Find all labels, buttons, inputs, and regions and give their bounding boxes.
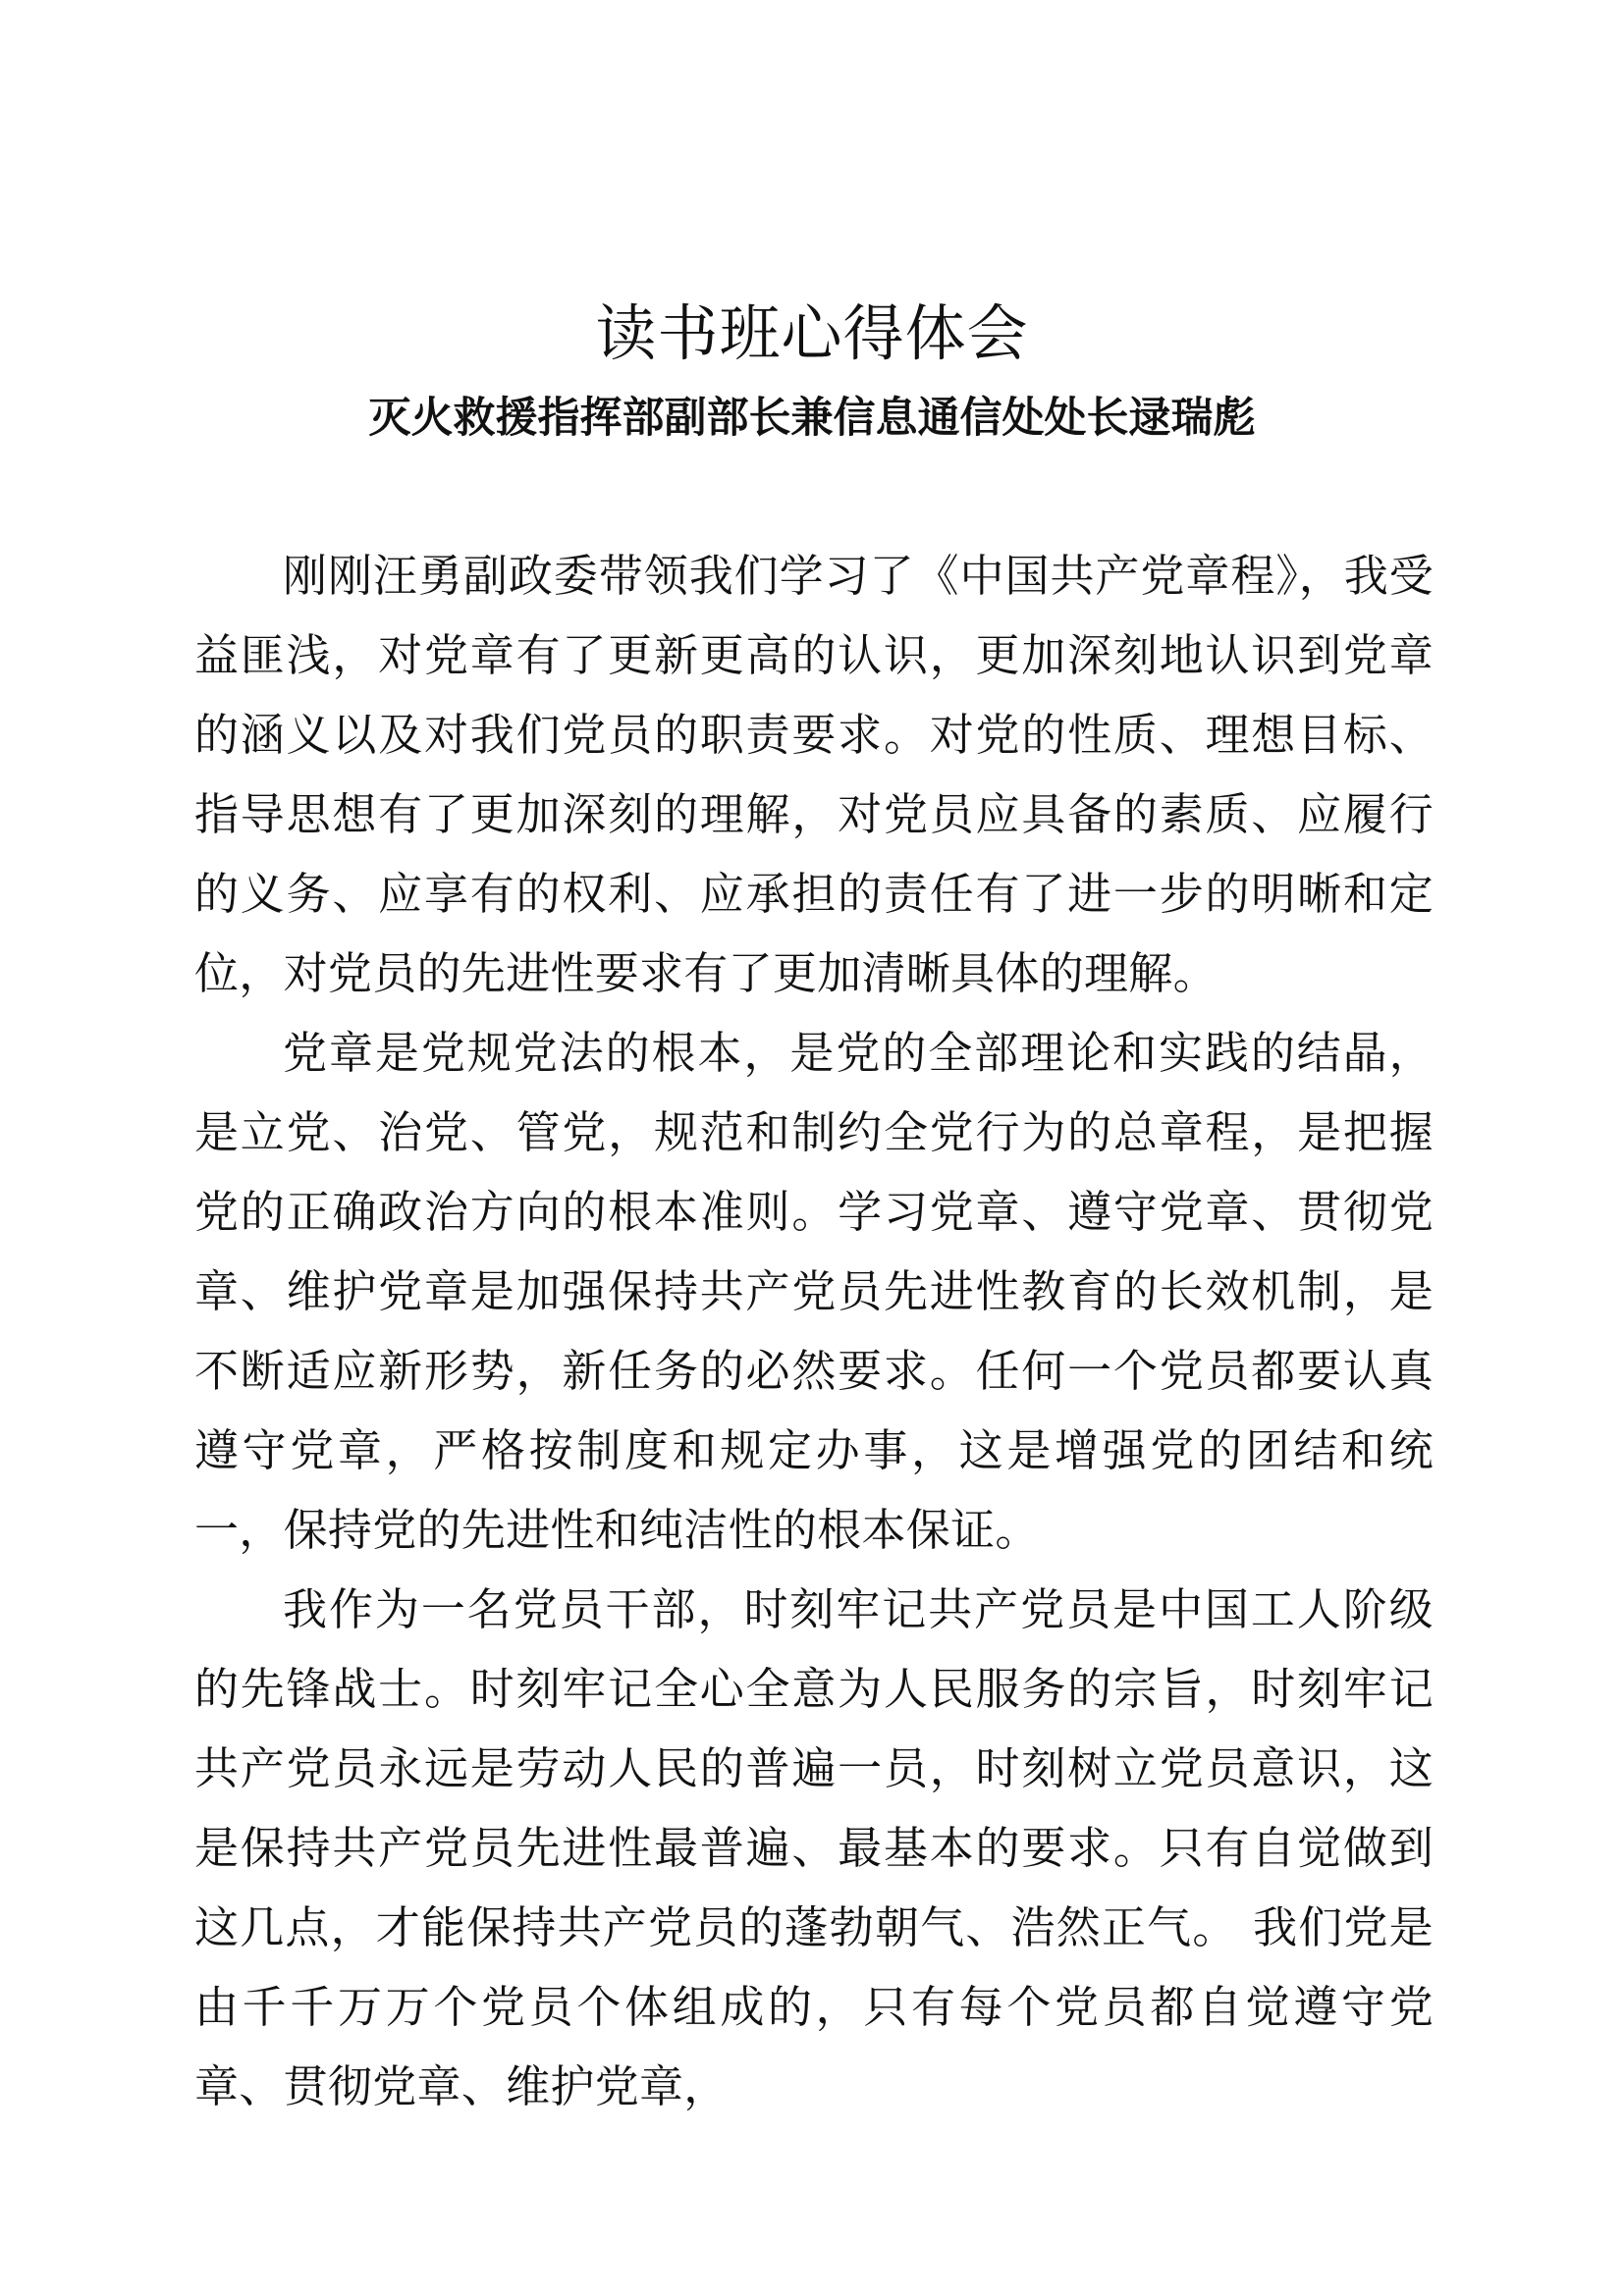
body-paragraph: 党章是党规党法的根本，是党的全部理论和实践的结晶，是立党、治党、管党，规范和制约全党行为的总章程，是把握党的正确政治方向的根本准则。学习党章、遵守党章、贯彻党章、维护党章是加强保持共产党员先进性教育的长效机制，是不断适应新形势，新任务的必然要求。任何一个党员都要认真遵守党章，严格按制度和规定办事，这是增强党的团结和统一，保持党的先进性和纯洁性的根本保证。 bbox=[194, 1027, 1434, 1556]
body-paragraph: 刚刚汪勇副政委带领我们学习了《中国共产党章程》，我受益匪浅，对党章有了更新更高的认识，更加深刻地认识到党章的涵义以及对我们党员的职责要求。对党的性质、理想目标、指导思想有了更加深刻的理解，对党员应具备的素质、应履行的义务、应享有的权利、应承担的责任有了进一步的明晰和定位，对党员的先进性要求有了更加清晰具体的理解。 bbox=[194, 550, 1434, 999]
document-byline: 灭火救援指挥部副部长兼信息通信处处长逯瑞彪 bbox=[368, 394, 1256, 443]
body-paragraph: 我作为一名党员干部，时刻牢记共产党员是中国工人阶级的先锋战士。时刻牢记全心全意为人民服务的宗旨，时刻牢记共产党员永远是劳动人民的普遍一员，时刻树立党员意识，这是保持共产党员先进性最普遍、最基本的要求。只有自觉做到这几点，才能保持共产党员的蓬勃朝气、浩然正气。 我们党是由千千万万个党员个体组成的，只有每个党员都自觉遵守党章、贯彻党章、维护党章， bbox=[194, 1583, 1434, 2112]
document-body bbox=[194, 536, 1434, 2126]
document-title: 读书班心得体会 bbox=[595, 297, 1029, 369]
